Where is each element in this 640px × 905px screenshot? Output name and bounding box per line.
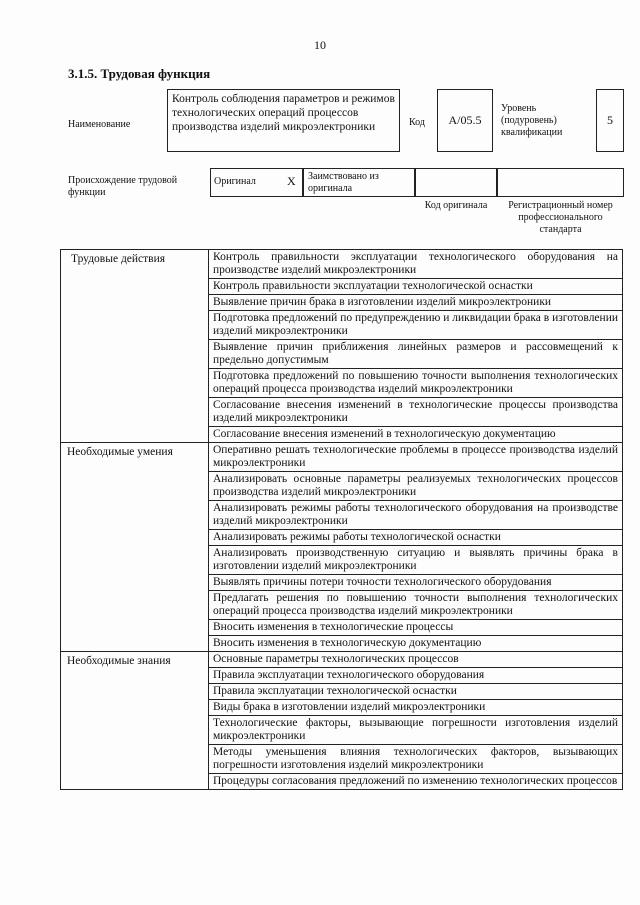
origin-label: Происхождение трудовой функции	[68, 175, 178, 198]
category-cell: Необходимые знания	[61, 652, 209, 790]
reg-number-caption: Регистрационный номер профессионального стандарта	[508, 200, 613, 235]
item-cell: Процедуры согласования предложений по изменению технологических процессов	[209, 774, 623, 790]
item-cell: Оперативно решать технологические проблемы в процессе производства изделий микроэлектроники	[209, 443, 623, 472]
item-cell: Выявлять причины потери точности технологического оборудования	[209, 575, 623, 591]
item-cell: Анализировать основные параметры реализуемых технологических процессов производства изделий микроэлектроники	[209, 472, 623, 501]
origin-borrowed-cell: Заимствовано из оригинала	[303, 168, 415, 197]
item-cell: Вносить изменения в технологическую документацию	[209, 636, 623, 652]
item-cell: Правила эксплуатации технологического оборудования	[209, 668, 623, 684]
item-cell: Анализировать режимы работы технологической оснастки	[209, 530, 623, 546]
name-value: Контроль соблюдения параметров и режимов технологических операций процессов производства изделий микроэлектроники	[167, 89, 400, 152]
function-table	[60, 249, 623, 790]
item-cell: Анализировать режимы работы технологического оборудования на производстве изделий микроэлектроники	[209, 501, 623, 530]
level-label: Уровень (подуровень) квалификации	[501, 103, 563, 138]
item-cell: Подготовка предложений по предупреждению и ликвидации брака в изготовлении изделий микроэлектроники	[209, 311, 623, 340]
name-label: Наименование	[68, 119, 131, 130]
page-number: 10	[314, 38, 326, 52]
table-row	[61, 652, 623, 668]
code-original-cell	[415, 168, 497, 197]
code-label: Код	[409, 117, 425, 128]
item-cell: Выявление причин брака в изготовлении изделий микроэлектроники	[209, 295, 623, 311]
item-cell: Основные параметры технологических процессов	[209, 652, 623, 668]
item-cell: Методы уменьшения влияния технологических факторов, вызывающих погрешности изготовления изделий микроэлектроники	[209, 745, 623, 774]
code-original-caption: Код оригинала	[424, 200, 488, 211]
origin-original-label: Оригинал	[214, 176, 256, 187]
item-cell: Подготовка предложений по повышению точности выполнения технологических операций процесса производства изделий микроэлектроники	[209, 369, 623, 398]
item-cell: Технологические факторы, вызывающие погрешности изготовления изделий микроэлектроники	[209, 716, 623, 745]
item-cell: Вносить изменения в технологические процессы	[209, 620, 623, 636]
category-cell: Необходимые умения	[61, 443, 209, 652]
item-cell: Согласование внесения изменений в технологические процессы производства изделий микроэлектроники	[209, 398, 623, 427]
origin-original-mark: X	[287, 174, 296, 188]
category-cell: Трудовые действия	[61, 250, 209, 443]
reg-number-cell	[497, 168, 624, 197]
code-value: А/05.5	[437, 89, 493, 152]
item-cell: Выявление причин приближения линейных размеров и рассовмещений к предельно допустимым	[209, 340, 623, 369]
item-cell: Контроль правильности эксплуатации технологической оснастки	[209, 279, 623, 295]
table-row	[61, 250, 623, 279]
item-cell: Предлагать решения по повышению точности выполнения технологических операций процесса производства изделий микроэлектроники	[209, 591, 623, 620]
section-title: 3.1.5. Трудовая функция	[68, 66, 211, 81]
table-row	[61, 443, 623, 472]
function-table-body	[61, 250, 623, 790]
item-cell: Виды брака в изготовлении изделий микроэлектроники	[209, 700, 623, 716]
level-value: 5	[596, 89, 624, 152]
item-cell: Правила эксплуатации технологической оснастки	[209, 684, 623, 700]
item-cell: Согласование внесения изменений в технологическую документацию	[209, 427, 623, 443]
item-cell: Анализировать производственную ситуацию и выявлять причины брака в изготовлении изделий микроэлектроники	[209, 546, 623, 575]
item-cell: Контроль правильности эксплуатации технологического оборудования на производстве изделий микроэлектроники	[209, 250, 623, 279]
